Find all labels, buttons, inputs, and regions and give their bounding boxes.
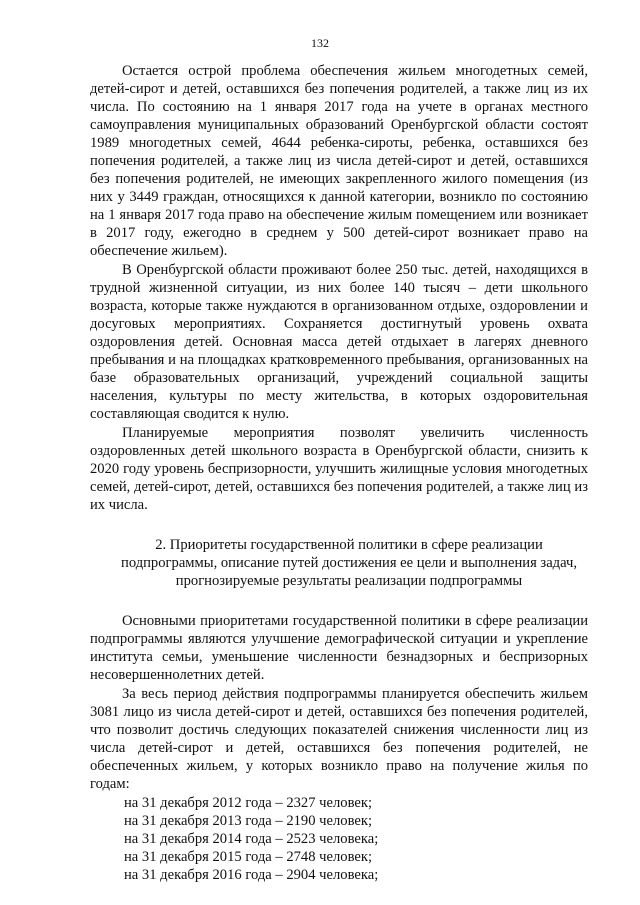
paragraph-housing-goal: За весь период действия подпрограммы планируется обеспечить жильем 3081 лицо из числа детей-сирот и детей, оставшихся без попечения родителей, что позволит достичь следующих показателей снижения численности лиц из числа детей-сирот и детей, оставшихся без попечения родителей, не обеспеченных жильем, у которых возникло право на получение жилья по годам: [90,686,588,792]
page-number: 132 [311,36,329,50]
paragraph-priorities: Основными приоритетами государственной политики в сфере реализации подпрограммы являются улучшение демографической ситуации и укрепление института семьи, уменьшение численности безнадзорных и беспризорных несовершеннолетних детей. [90,613,588,683]
paragraph-planned-measures: Планируемые мероприятия позволят увеличить численность оздоровленных детей школьного возраста в Оренбургской области, снизить к 2020 году уровень беспризорности, улучшить жилищные условия многодетных семей, детей-сирот, детей, оставшихся без попечения родителей, а также лиц из их числа. [90,425,588,513]
paragraph-children-difficult-situation: В Оренбургской области проживают более 250 тыс. детей, находящихся в трудной жизненной ситуации, из них более 140 тысяч – дети школьного возраста, которые также нуждаются в организованном отдыхе, оздоровлении и досуговых мероприятиях. Сохраняется достигнутый уровень охвата оздоровления детей. Основная масса детей отдыхает в лагерях дневного пребывания и на площадках кратковременного пребывания, организованных на базе образовательных организаций, учреждений социальной защиты населения, культуры по месту жительства, в которых оздоровительная составляющая сводится к нулю. [90,262,588,422]
section-heading-line-1: 2. Приоритеты государственной политики в сфере реализации [155,537,543,553]
list-item: на 31 декабря 2015 года – 2748 человек; [124,849,373,865]
section-heading [90,536,588,590]
list-item: на 31 декабря 2013 года – 2190 человек; [124,813,373,829]
section-heading-line-2: подпрограммы, описание путей достижения ее цели и выполнения задач, прогнозируемые результаты реализации подпрограммы [121,555,577,589]
paragraph-housing-problem: Остается острой проблема обеспечения жильем многодетных семей, детей-сирот и детей, оставшихся без попечения родителей, а также лиц из их числа. По состоянию на 1 января 2017 года на учете в органах местного самоуправления муниципальных образований Оренбургской области состоят 1989 многодетных семей, 4644 ребенка-сироты, ребенка, оставшихся без попечения родителей, а также лиц из числа детей-сирот и детей, оставшихся без попечения родителей, не имеющих закрепленного жилого помещения (из них у 3449 граждан, относящихся к данной категории, возникло по состоянию на 1 января 2017 года право на обеспечение жилым помещением или возникает в 2017 году, ежегодно в среднем у 500 детей-сирот возникает право на обеспечение жильем). [90,63,588,259]
list-item: на 31 декабря 2012 года – 2327 человек; [124,795,373,811]
list-item: на 31 декабря 2016 года – 2904 человека; [124,867,379,883]
indicator-list [90,794,588,884]
document-body [90,62,588,884]
list-item: на 31 декабря 2014 года – 2523 человека; [124,831,379,847]
